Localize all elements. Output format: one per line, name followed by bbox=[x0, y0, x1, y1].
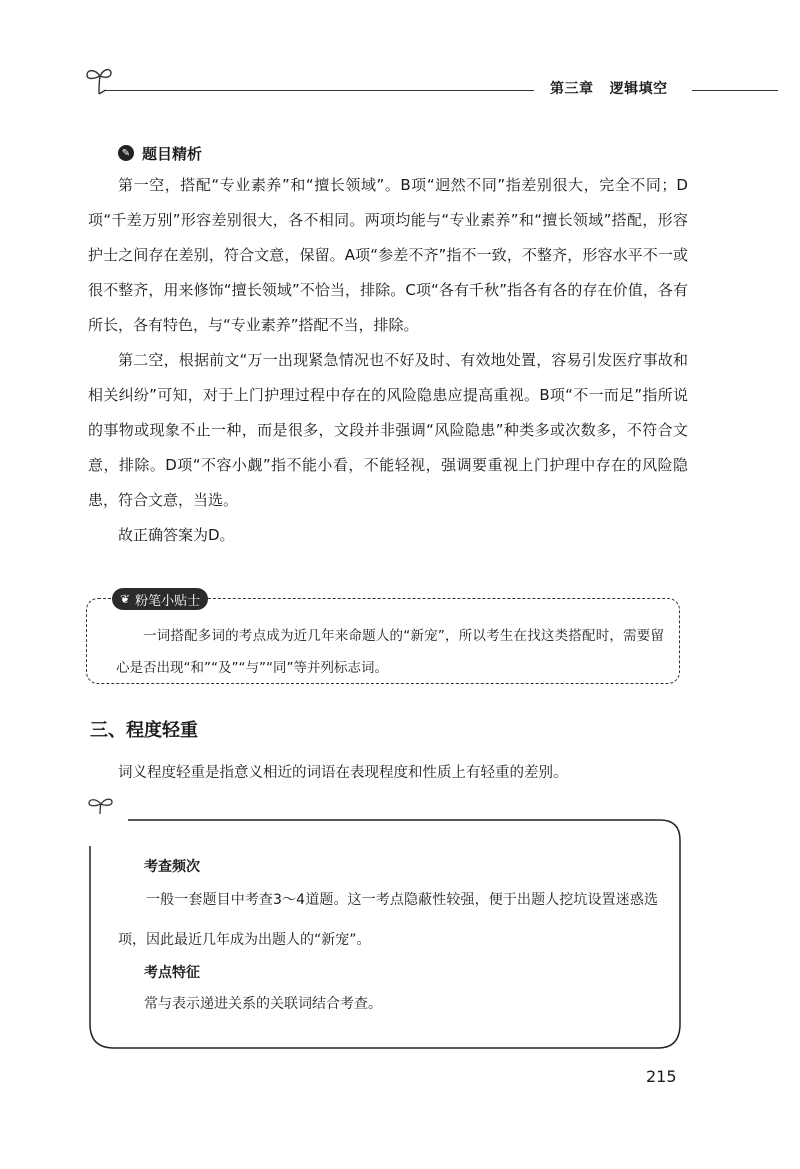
tip-label: 粉笔小贴士 bbox=[135, 593, 201, 609]
header-rule-left bbox=[104, 90, 534, 91]
feature-text: 常与表示递进关系的关联词结合考查。 bbox=[144, 996, 382, 1012]
header-chapter-title bbox=[550, 78, 668, 98]
analysis-bullet-icon: ✎ bbox=[118, 145, 134, 161]
header-rule-right bbox=[692, 90, 778, 91]
tip-tag bbox=[112, 588, 208, 610]
analysis-paragraph-1: 第一空，搭配“专业素养”和“擅长领域”。B项“迥然不同”指差别很大，完全不同；D项“千差万别”形容差别很大，各不相同。两项均能与“专业素养”和“擅长领域”搭配，形容护士之间存在差别，符合文意，保留。A项“参差不齐”指不一致，不整齐，形容水平不一或很不整齐，用来修饰“擅长领域”不恰当，排除。C项“各有千秋”指各有各的存在价值，各有所长，各有特色，与“专业素养”搭配不当，排除。 bbox=[88, 176, 688, 334]
sprout-icon: ❦ bbox=[120, 592, 131, 606]
chapter-label: 第三章 bbox=[550, 81, 594, 97]
analysis-body bbox=[88, 168, 688, 553]
analysis-paragraph-3: 故正确答案为D。 bbox=[118, 526, 235, 544]
section-definition: 词义程度轻重是指意义相近的词语在表现程度和性质上有轻重的差别。 bbox=[118, 765, 568, 781]
feature-label: 考点特征 bbox=[144, 965, 200, 981]
tip-text bbox=[116, 620, 664, 684]
page-number: 215 bbox=[646, 1067, 677, 1086]
tip-paragraph: 一词搭配多词的考点成为近几年来命题人的“新宠”，所以考生在找这类搭配时，需要留心是否出现“和”“及”“与”“同”等并列标志词。 bbox=[116, 628, 664, 676]
analysis-paragraph-2: 第二空，根据前文“万一出现紧急情况也不好及时、有效地处置，容易引发医疗事故和相关纠纷”可知，对于上门护理过程中存在的风险隐患应提高重视。B项“不一而足”指所说的事物或现象不止一种，而是很多，文段并非强调“风险隐患”种类多或次数多，不符合文意，排除。D项“不容小觑”指不能小看，不能轻视，强调要重视上门护理中存在的风险隐患，符合文意，当选。 bbox=[88, 351, 688, 509]
analysis-heading bbox=[118, 143, 202, 163]
frequency-paragraph: 一般一套题目中考查3～4道题。这一考点隐蔽性较强，便于出题人挖坑设置迷惑选项，因此最近几年成为出题人的“新宠”。 bbox=[118, 892, 658, 948]
analysis-title: 题目精析 bbox=[142, 144, 203, 163]
frequency-label: 考查频次 bbox=[144, 859, 200, 875]
section-heading: 三、程度轻重 bbox=[90, 720, 198, 741]
sprout-icon bbox=[86, 794, 116, 816]
frequency-text bbox=[118, 880, 658, 960]
chapter-topic: 逻辑填空 bbox=[609, 81, 668, 97]
